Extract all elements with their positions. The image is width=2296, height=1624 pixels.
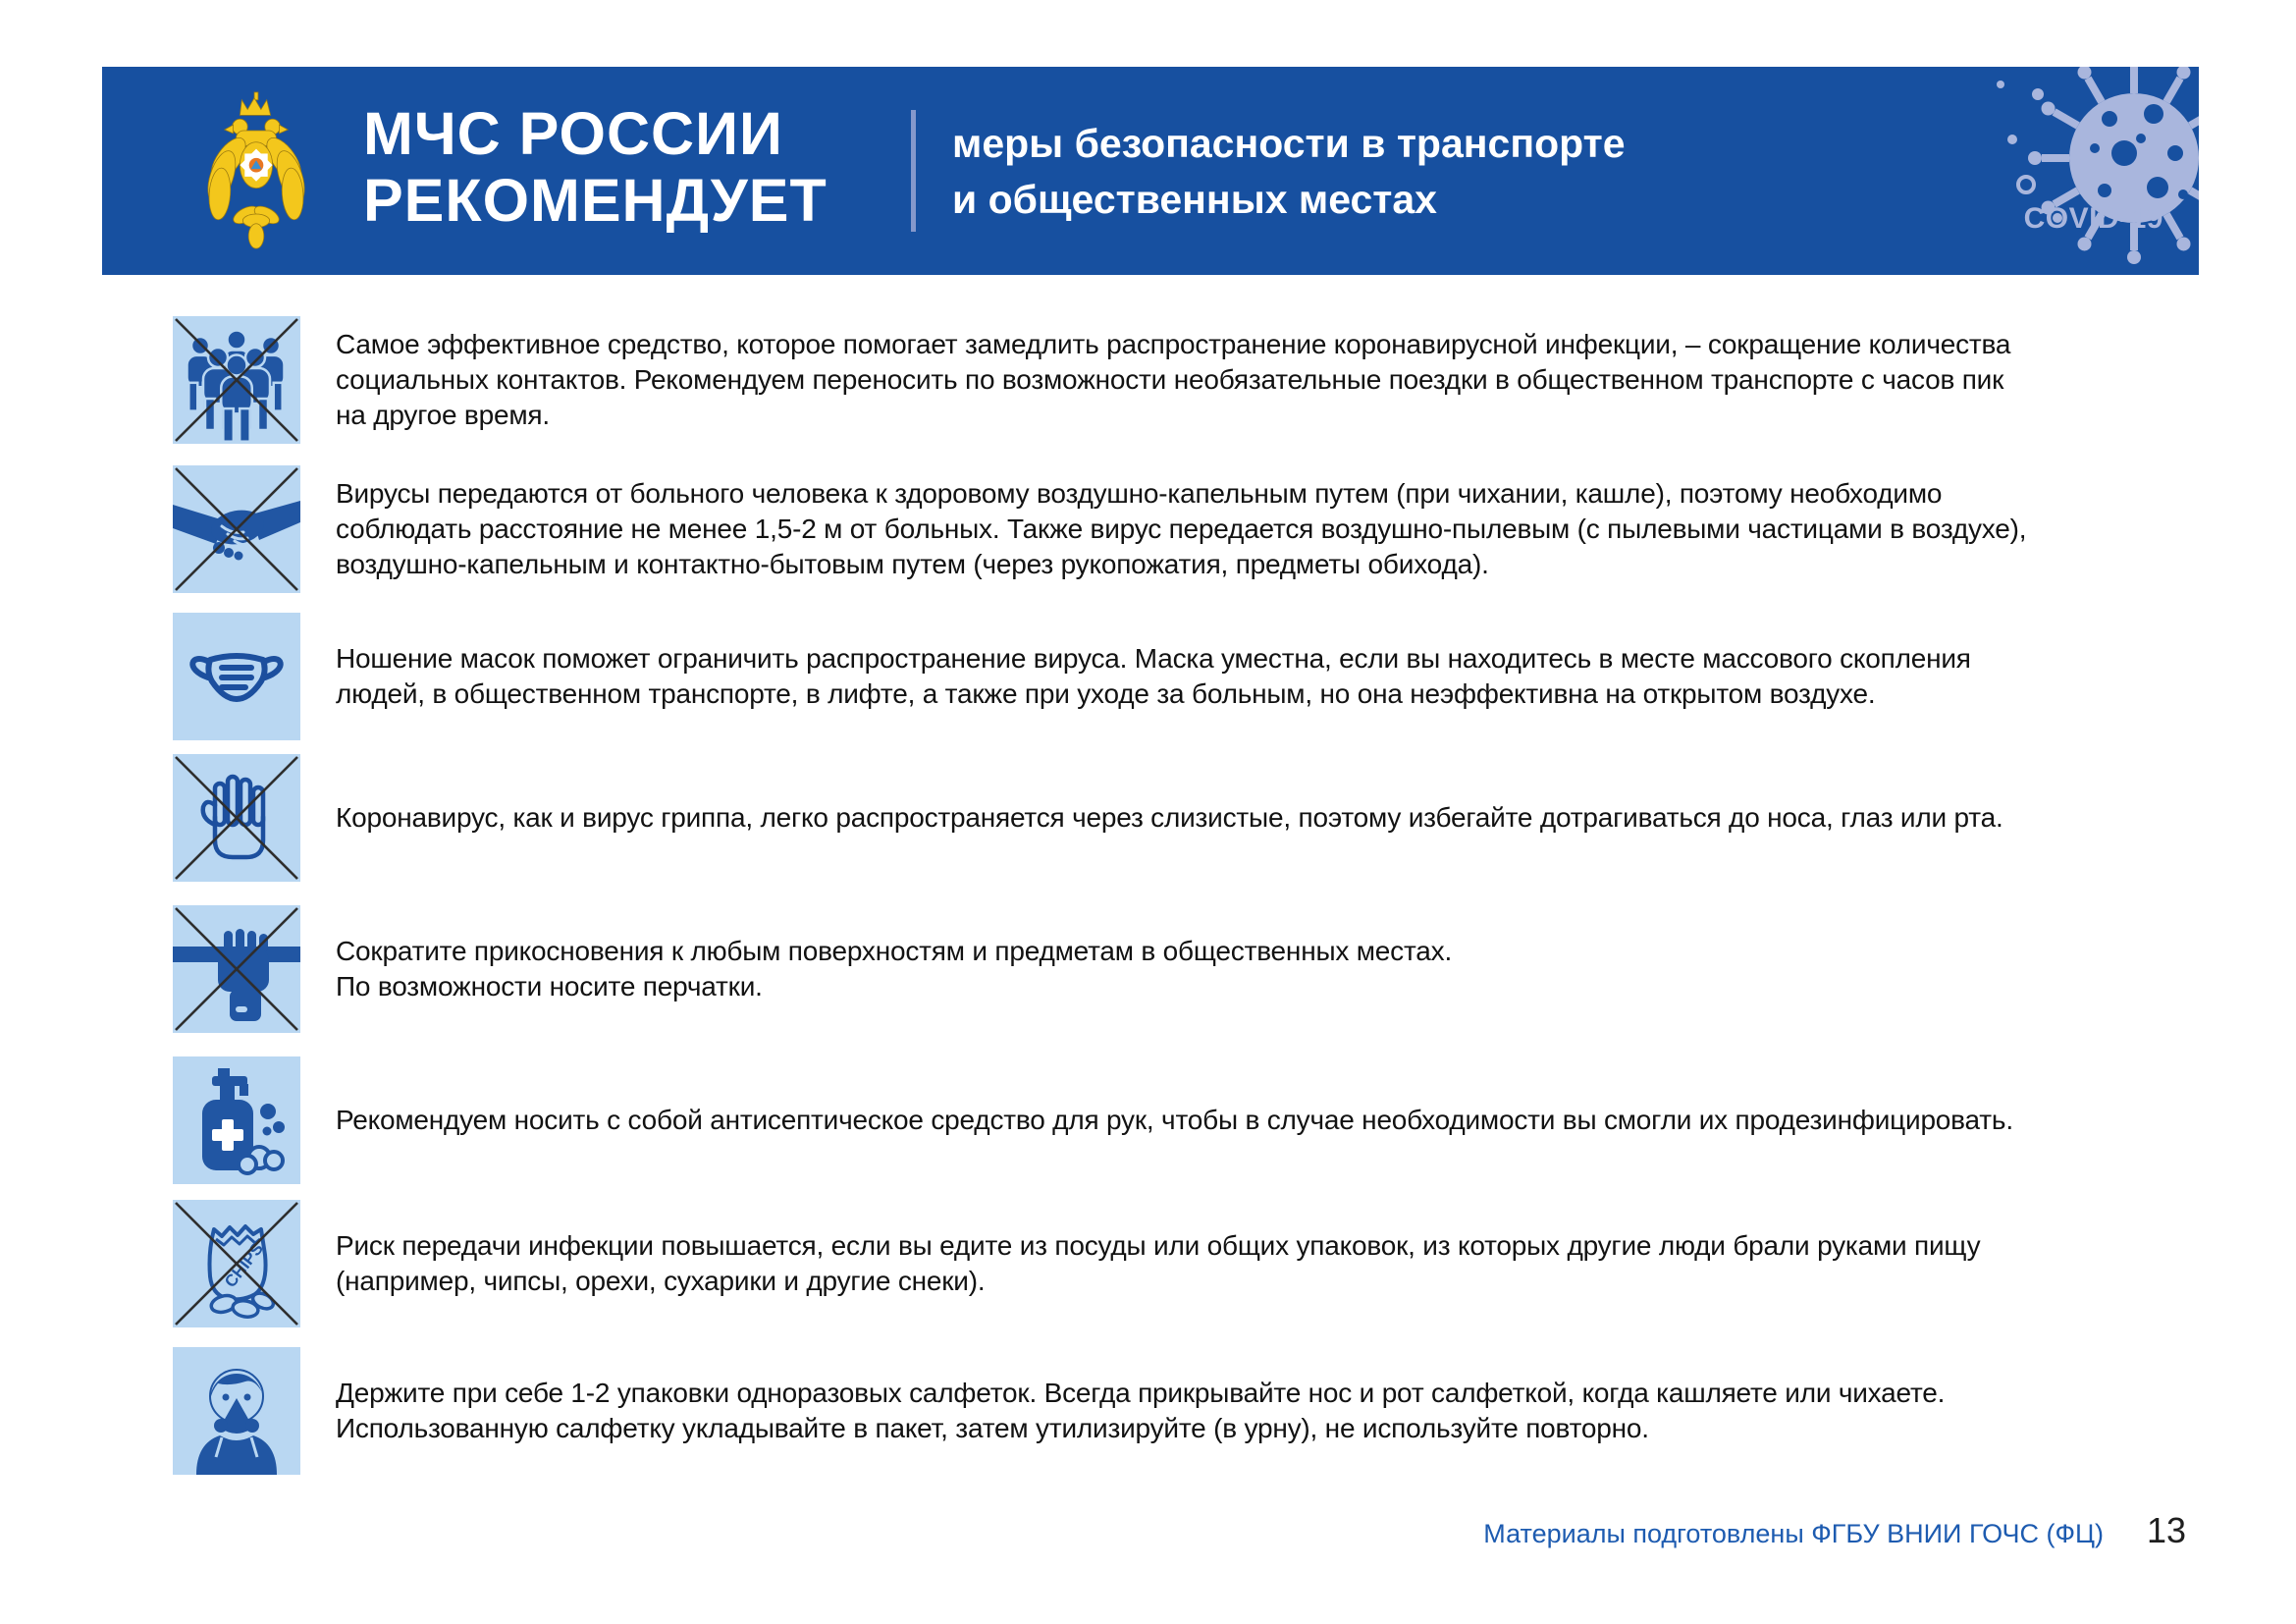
recommendation-text-line: Вирусы передаются от больного человека к здоровому воздушно-капельным путем (при чихании, кашле), поэтому необходимо [336, 478, 1943, 509]
recommendation-text [336, 1228, 1980, 1299]
recommendation-text [336, 1103, 2013, 1138]
recommendation-text-line: Использованную салфетку укладывайте в пакет, затем утилизируйте (в урну), не используйте повторно. [336, 1413, 1649, 1443]
handshake-icon [173, 465, 300, 593]
recommendation-text [336, 327, 2010, 433]
page-title-line1: меры безопасности в транспорте [952, 121, 1626, 166]
recommendation-text-line: Коронавирус, как и вирус гриппа, легко распространяется через слизистые, поэтому избегайте дотрагиваться до носа, глаз или рта. [336, 802, 2003, 833]
page-title-line2: и общественных местах [952, 177, 1437, 222]
org-title-line2: РЕКОМЕНДУЕТ [363, 167, 828, 234]
page-title [952, 116, 1626, 228]
page-number: 13 [2146, 1510, 2186, 1550]
recommendation-row [173, 465, 2026, 593]
recommendation-text-line: соблюдать расстояние не менее 1,5-2 м от больных. Также вирус передается воздушно-пылевым (с пылевыми частицами в воздухе), [336, 514, 2027, 544]
prohibition-cross-icon [173, 905, 300, 1033]
crowd-of-people-icon [173, 316, 300, 444]
medical-mask-icon [173, 613, 300, 740]
recommendation-text-line: Сократите прикосновения к любым поверхностям и предметам в общественных местах. [336, 936, 1453, 966]
recommendation-row [173, 613, 1971, 740]
recommendation-text-line: Ношение масок поможет ограничить распространение вируса. Маска уместна, если вы находитесь в месте массового скопления [336, 643, 1971, 674]
credit-text: Материалы подготовлены ФГБУ ВНИИ ГОЧС (ФЦ) [1483, 1519, 2104, 1548]
recommendation-text [336, 641, 1971, 712]
recommendation-row [173, 316, 2010, 444]
recommendation-text [336, 476, 2026, 582]
recommendation-text-line: Держите при себе 1-2 упаковки одноразовых салфеток. Всегда прикрывайте нос и рот салфеткой, когда кашляете или чихаете. [336, 1378, 1946, 1408]
recommendation-text-line: Самое эффективное средство, которое помогает замедлить распространение коронавирусной инфекции, – сокращение количества [336, 329, 2011, 359]
coronavirus-icon [1987, 67, 2199, 275]
prohibition-cross-icon [173, 1200, 300, 1327]
org-title-line1: МЧС РОССИИ [363, 100, 783, 167]
palm-hand-icon [173, 754, 300, 882]
org-title [363, 100, 828, 234]
recommendation-row [173, 1347, 1945, 1475]
recommendation-row [173, 1200, 1980, 1327]
recommendation-text [336, 1376, 1945, 1446]
holding-handrail-icon [173, 905, 300, 1033]
sneezing-person-icon [173, 1347, 300, 1475]
covid-19-label: COVID-19 [2023, 202, 2163, 235]
recommendation-text-line: (например, чипсы, орехи, сухарики и другие снеки). [336, 1266, 986, 1296]
chips-pack-icon [173, 1200, 300, 1327]
banner-divider [911, 110, 916, 232]
recommendation-text-line: По возможности носите перчатки. [336, 971, 763, 1001]
hand-sanitizer-icon [173, 1056, 300, 1184]
recommendation-text-line: Рекомендуем носить с собой антисептическое средство для рук, чтобы в случае необходимости вы смогли их продезинфицировать. [336, 1105, 2013, 1135]
prohibition-cross-icon [173, 316, 300, 444]
recommendation-row [173, 905, 1452, 1033]
recommendation-text-line: Риск передачи инфекции повышается, если вы едите из посуды или общих упаковок, из которых другие люди брали руками пищу [336, 1230, 1981, 1261]
recommendation-text-line: на другое время. [336, 400, 550, 430]
mchs-emblem [192, 90, 320, 253]
prohibition-cross-icon [173, 754, 300, 882]
header-banner [102, 67, 2199, 275]
recommendation-text [336, 800, 2003, 836]
chips-bag-label: CHIPS [221, 1239, 267, 1291]
recommendation-row [173, 754, 2003, 882]
recommendation-text-line: воздушно-капельным и контактно-бытовым путем (через рукопожатия, предметы обихода). [336, 549, 1489, 579]
footer [1483, 1510, 2186, 1551]
recommendation-text-line: людей, в общественном транспорте, в лифте, а также при уходе за больным, но она неэффективна на открытом воздухе. [336, 678, 1876, 709]
recommendation-text [336, 934, 1452, 1004]
recommendation-text-line: социальных контактов. Рекомендуем переносить по возможности необязательные поездки в общественном транспорте с часов пик [336, 364, 2004, 395]
emblem-star [240, 149, 272, 182]
prohibition-cross-icon [173, 465, 300, 593]
recommendation-row [173, 1056, 2013, 1184]
